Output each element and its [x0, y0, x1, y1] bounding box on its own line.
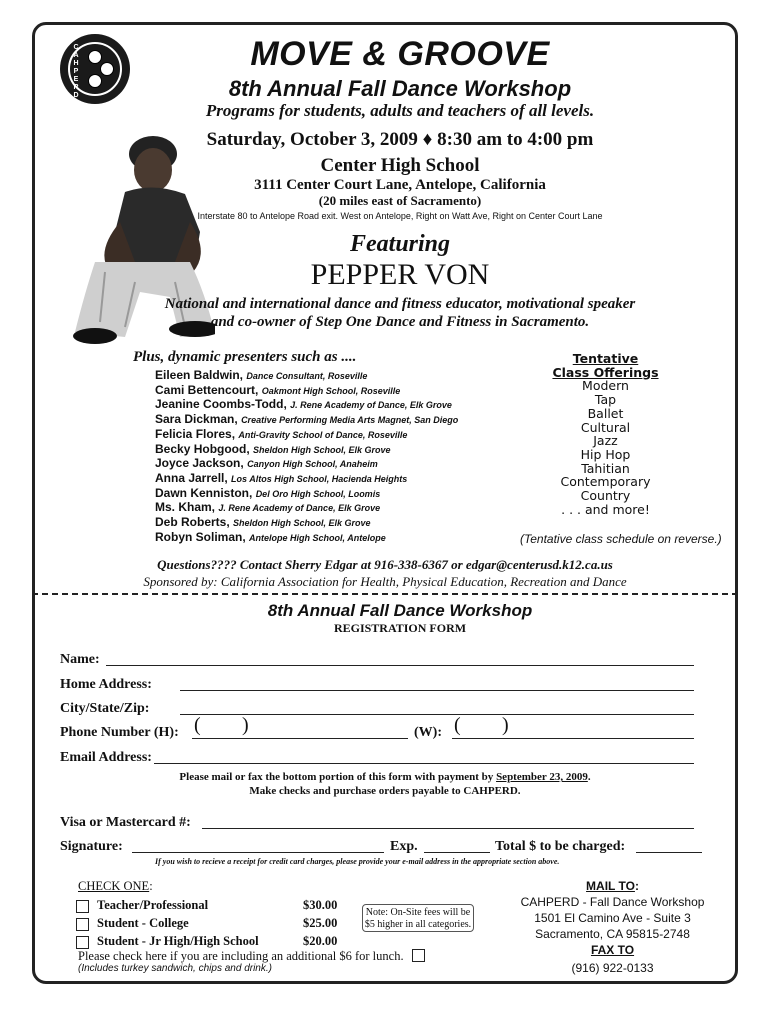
class-offerings: [548, 352, 663, 516]
contact-questions: Questions???? Contact Sherry Edgar at 916-338-6367 or edgar@centerusd.k12.ca.us: [157, 557, 613, 572]
presenters-intro: Plus, dynamic presenters such as ....: [133, 349, 357, 365]
fee-price: $30.00: [303, 898, 338, 912]
presenter-affiliation: Dance Consultant, Roseville: [246, 371, 368, 381]
logo-letters: C A H P E R D: [73, 44, 79, 99]
mail-to-line-1: CAHPERD - Fall Dance Workshop: [520, 895, 705, 909]
phone-work-field[interactable]: [452, 738, 694, 739]
bio-line-2: and co-owner of Step One Dance and Fitness in Sacramento.: [210, 314, 590, 330]
presenter-item: [155, 515, 535, 530]
presenter-affiliation: Creative Performing Media Arts Magnet, San Diego: [241, 415, 459, 426]
phone-work-label: (W):: [414, 725, 442, 740]
registration-title: 8th Annual Fall Dance Workshop: [267, 601, 533, 620]
presenter-item: [155, 442, 535, 457]
city-state-zip-label: City/State/Zip:: [60, 701, 150, 716]
class-item: Modern: [582, 378, 629, 394]
presenter-item: [155, 500, 535, 515]
presenter-item: [155, 412, 535, 427]
checkbox-high-school[interactable]: [76, 936, 89, 949]
mail-to-colon: :: [634, 879, 639, 893]
name-field[interactable]: [106, 665, 694, 666]
fee-label: Teacher/Professional: [97, 898, 209, 912]
presenter-affiliation: Canyon High School, Anaheim: [247, 459, 378, 470]
checks-payable-note: Make checks and purchase orders payable to CAHPERD.: [249, 785, 521, 797]
fee-label: Student - College: [97, 916, 189, 930]
fee-price: $20.00: [303, 934, 338, 948]
lunch-note: (Includes turkey sandwich, chips and drink.): [78, 963, 272, 974]
ball-icon: [100, 62, 114, 76]
cahperd-logo: [60, 34, 130, 104]
event-subtitle: 8th Annual Fall Dance Workshop: [228, 76, 572, 101]
featuring-label: Featuring: [349, 231, 451, 257]
presenter-name: Cami Bettencourt,: [155, 382, 259, 397]
onsite-line-1: Note: On-Site fees will be: [365, 907, 471, 918]
checkbox-college[interactable]: [76, 918, 89, 931]
venue-name: Center High School: [320, 155, 480, 176]
bio-line-1: National and international dance and fitness educator, motivational speaker: [164, 296, 636, 312]
presenter-name: Felicia Flores,: [155, 426, 236, 441]
presenter-affiliation: J. Rene Academy of Dance, Elk Grove: [218, 503, 381, 514]
mail-to-label: MAIL TO: [586, 879, 635, 893]
presenter-item: [155, 383, 535, 398]
fax-to-heading: FAX TO: [590, 943, 635, 957]
driving-directions: Interstate 80 to Antelope Road exit. West on Antelope, Right on Watt Ave, Right on Center Court Lane: [197, 211, 603, 221]
fax-number: (916) 922-0133: [571, 961, 654, 975]
presenter-item: [155, 471, 535, 486]
presenter-name: Anna Jarrell,: [155, 470, 228, 485]
presenter-affiliation: Sheldon High School, Elk Grove: [253, 444, 391, 455]
presenter-name: Deb Roberts,: [155, 515, 230, 530]
class-item: Tahitian: [581, 460, 630, 476]
expiration-label: Exp.: [390, 839, 418, 854]
presenters-list: [155, 368, 535, 544]
card-number-field[interactable]: [202, 828, 694, 829]
class-heading-1: Tentative: [572, 351, 639, 366]
presenter-item: [155, 530, 535, 545]
presenter-affiliation: Del Oro High School, Loomis: [255, 488, 381, 499]
total-label: Total $ to be charged:: [495, 839, 626, 854]
presenter-name: Jeanine Coombs-Todd,: [155, 397, 287, 412]
ball-icon: [88, 74, 102, 88]
class-item: Country: [580, 488, 631, 504]
presenter-item: [155, 397, 535, 412]
class-item: . . . and more!: [561, 501, 650, 517]
lunch-option: [78, 948, 404, 964]
programs-line: Programs for students, adults and teachers of all levels.: [205, 101, 595, 120]
presenter-name: Sara Dickman,: [155, 412, 238, 427]
registration-form-label: REGISTRATION FORM: [333, 621, 467, 635]
name-label: Name:: [60, 652, 100, 667]
presenter-item: [155, 486, 535, 501]
fee-option[interactable]: [76, 914, 189, 932]
class-item: Jazz: [593, 433, 618, 449]
email-label: Email Address:: [60, 750, 152, 765]
onsite-line-2: $5 higher in all categories.: [364, 919, 472, 930]
mail-note-prefix: Please mail or fax the bottom portion of this form with payment by: [179, 771, 497, 783]
presenter-item: [155, 368, 535, 383]
class-item: Contemporary: [560, 474, 651, 490]
fee-label: Student - Jr High/High School: [97, 934, 259, 948]
presenter-name: Ms. Kham,: [155, 500, 216, 515]
card-label: Visa or Mastercard #:: [60, 815, 191, 830]
class-item: Cultural: [580, 419, 631, 435]
mail-instructions: [80, 770, 690, 784]
lunch-label: Please check here if you are including an additional $6 for lunch.: [78, 949, 404, 963]
signature-field[interactable]: [132, 852, 384, 853]
sponsor-line: Sponsored by: California Association for Health, Physical Education, Recreation and Dance: [143, 574, 627, 589]
checkbox-lunch[interactable]: [412, 949, 425, 962]
home-address-label: Home Address:: [60, 677, 152, 692]
class-item: Tap: [594, 392, 617, 408]
mail-to-line-3: Sacramento, CA 95815-2748: [535, 927, 690, 941]
onsite-fee-note: [362, 904, 474, 932]
featured-bio: [150, 295, 650, 331]
class-item: Ballet: [587, 405, 624, 421]
signature-label: Signature:: [60, 839, 123, 854]
phone-work-paren-open: (: [454, 714, 461, 736]
presenter-affiliation: Los Altos High School, Hacienda Heights: [231, 473, 408, 484]
phone-home-field[interactable]: [192, 738, 408, 739]
presenter-name: Robyn Soliman,: [155, 529, 246, 544]
class-heading-2: Class Offerings: [552, 364, 659, 380]
email-field[interactable]: [154, 763, 694, 764]
cut-line: [32, 593, 738, 595]
featured-name: PEPPER VON: [310, 258, 490, 291]
phone-home-paren-close: ): [242, 714, 249, 736]
phone-home-paren-open: (: [194, 714, 201, 736]
ball-icon: [88, 50, 102, 64]
presenter-affiliation: J. Rene Academy of Dance, Elk Grove: [290, 400, 452, 411]
presenter-item: [155, 427, 535, 442]
venue-address: 3111 Center Court Lane, Antelope, California: [254, 177, 546, 193]
check-one-colon: :: [149, 879, 153, 893]
phone-work-paren-close: ): [502, 714, 509, 736]
event-date: Saturday, October 3, 2009 ♦ 8:30 am to 4:00 pm: [206, 129, 594, 150]
presenter-name: Dawn Kenniston,: [155, 485, 253, 500]
mail-note-suffix: .: [587, 771, 591, 783]
presenter-affiliation: Sheldon High School, Elk Grove: [233, 518, 371, 529]
presenter-name: Becky Hobgood,: [155, 441, 250, 456]
home-address-field[interactable]: [180, 690, 694, 691]
presenter-affiliation: Antelope High School, Antelope: [249, 532, 386, 543]
presenter-item: [155, 456, 535, 471]
presenter-name: Eileen Baldwin,: [155, 368, 244, 382]
city-state-zip-field[interactable]: [180, 714, 694, 715]
presenter-name: Joyce Jackson,: [155, 456, 244, 471]
venue-distance: (20 miles east of Sacramento): [318, 193, 482, 208]
check-one-label: CHECK ONE: [78, 879, 150, 893]
phone-home-label: Phone Number (H):: [60, 725, 179, 740]
fee-price: $25.00: [303, 916, 338, 930]
presenter-affiliation: Anti-Gravity School of Dance, Roseville: [238, 429, 408, 440]
total-field[interactable]: [636, 852, 702, 853]
class-item: Hip Hop: [580, 446, 631, 462]
mail-to-line-2: 1501 El Camino Ave - Suite 3: [534, 911, 691, 925]
checkbox-teacher[interactable]: [76, 900, 89, 913]
fee-option[interactable]: [76, 896, 208, 914]
schedule-note: (Tentative class schedule on reverse.): [520, 532, 722, 546]
receipt-note: If you wish to recieve a receipt for credit card charges, please provide your e-mail address in the appropriate section above.: [155, 857, 560, 866]
payment-deadline: September 23, 2009: [496, 771, 588, 783]
check-one-heading: [78, 878, 153, 894]
event-title: MOVE & GROOVE: [250, 35, 550, 73]
presenter-affiliation: Oakmont High School, Roseville: [261, 385, 401, 396]
expiration-field[interactable]: [424, 852, 490, 853]
mail-to-heading: [505, 878, 720, 894]
